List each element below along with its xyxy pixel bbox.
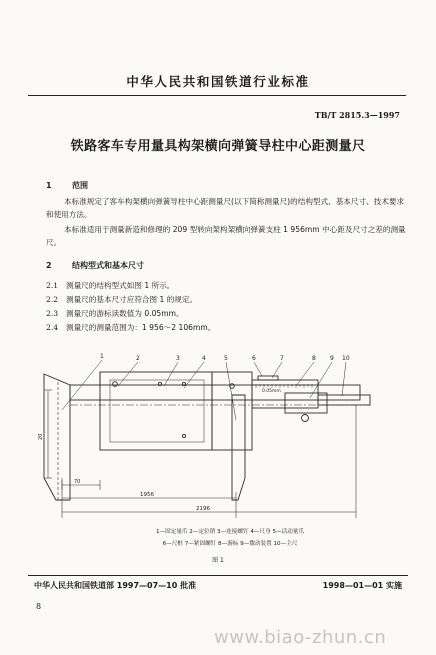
callout-8: 8 (312, 355, 316, 362)
clause-text: 测量尺的基本尺寸应符合图 1 的规定。 (66, 295, 198, 304)
footer-rule (28, 575, 408, 576)
clause-text: 测量尺的结构型式如图 1 所示。 (66, 281, 175, 290)
callout-3: 3 (176, 355, 180, 362)
clause-number: 2.2 (46, 295, 59, 304)
section-number: 2 (46, 261, 52, 270)
vernier-scale-label: 0.05mm (262, 389, 281, 394)
effective-date: 1998—01—01 实施 (322, 581, 402, 590)
fine-adjust-device (285, 393, 327, 413)
page-number: 8 (36, 602, 42, 611)
callout-5: 5 (224, 355, 228, 362)
section-number: 1 (46, 181, 52, 190)
dimension-20: 20 (38, 433, 44, 440)
standard-number: TB/T 2815.3—1997 (314, 110, 400, 120)
clause-text: 测量尺的游标读数值为 0.05mm。 (66, 309, 184, 318)
clause-text: 测量尺的测量范围为：1 956～2 106mm。 (66, 323, 216, 332)
approval-line: 中华人民共和国铁道部 1997—07—10 批准 (34, 581, 197, 590)
clause-number: 2.3 (46, 309, 59, 318)
dimension-2196: 2196 (196, 506, 210, 512)
figure-label: 图 1 (212, 557, 224, 564)
paragraph-scope-2: 本标准适用于测量新造和修理的 209 型转向架构架横向弹簧支柱 1 956mm 中心距及尺寸之差的测量尺。 (46, 225, 406, 247)
paragraph-scope-1: 本标准规定了客车构架横向弹簧导柱中心距测量尺(以下简称测量尺)的结构型式、基本尺寸、技术要求和使用方法。 (46, 197, 405, 219)
figure-legend-line-1: 1—固定量爪 2—定位销 3—连接螺钉 4—尺身 5—活动量爪 (156, 529, 304, 535)
document-title: 铁路客车专用量具构架横向弹簧导柱中心距测量尺 (70, 139, 366, 154)
callout-2: 2 (136, 355, 140, 362)
clause-number: 2.4 (46, 323, 59, 332)
locating-pin (113, 382, 118, 387)
issuing-organization: 中华人民共和国铁道行业标准 (126, 74, 310, 89)
dimension-1956: 1956 (140, 492, 154, 498)
callout-9: 9 (330, 355, 334, 362)
callout-1: 1 (100, 353, 104, 360)
callout-4: 4 (202, 355, 206, 362)
clause-number: 2.1 (46, 281, 59, 290)
callout-6: 6 (252, 355, 256, 362)
watermark-text: www.biao-zhun.cn (214, 627, 387, 648)
section-title: 结构型式和基本尺寸 (72, 261, 144, 270)
dimension-70: 70 (74, 479, 81, 485)
movable-jaw (232, 395, 245, 500)
callout-10: 10 (342, 355, 350, 362)
positioning-block (100, 372, 212, 450)
section-title: 范围 (72, 181, 88, 190)
figure-legend-line-2: 6—尺框 7—紧固螺钉 8—游标 9—微动装置 10—主尺 (162, 541, 298, 547)
callout-7: 7 (280, 355, 284, 362)
